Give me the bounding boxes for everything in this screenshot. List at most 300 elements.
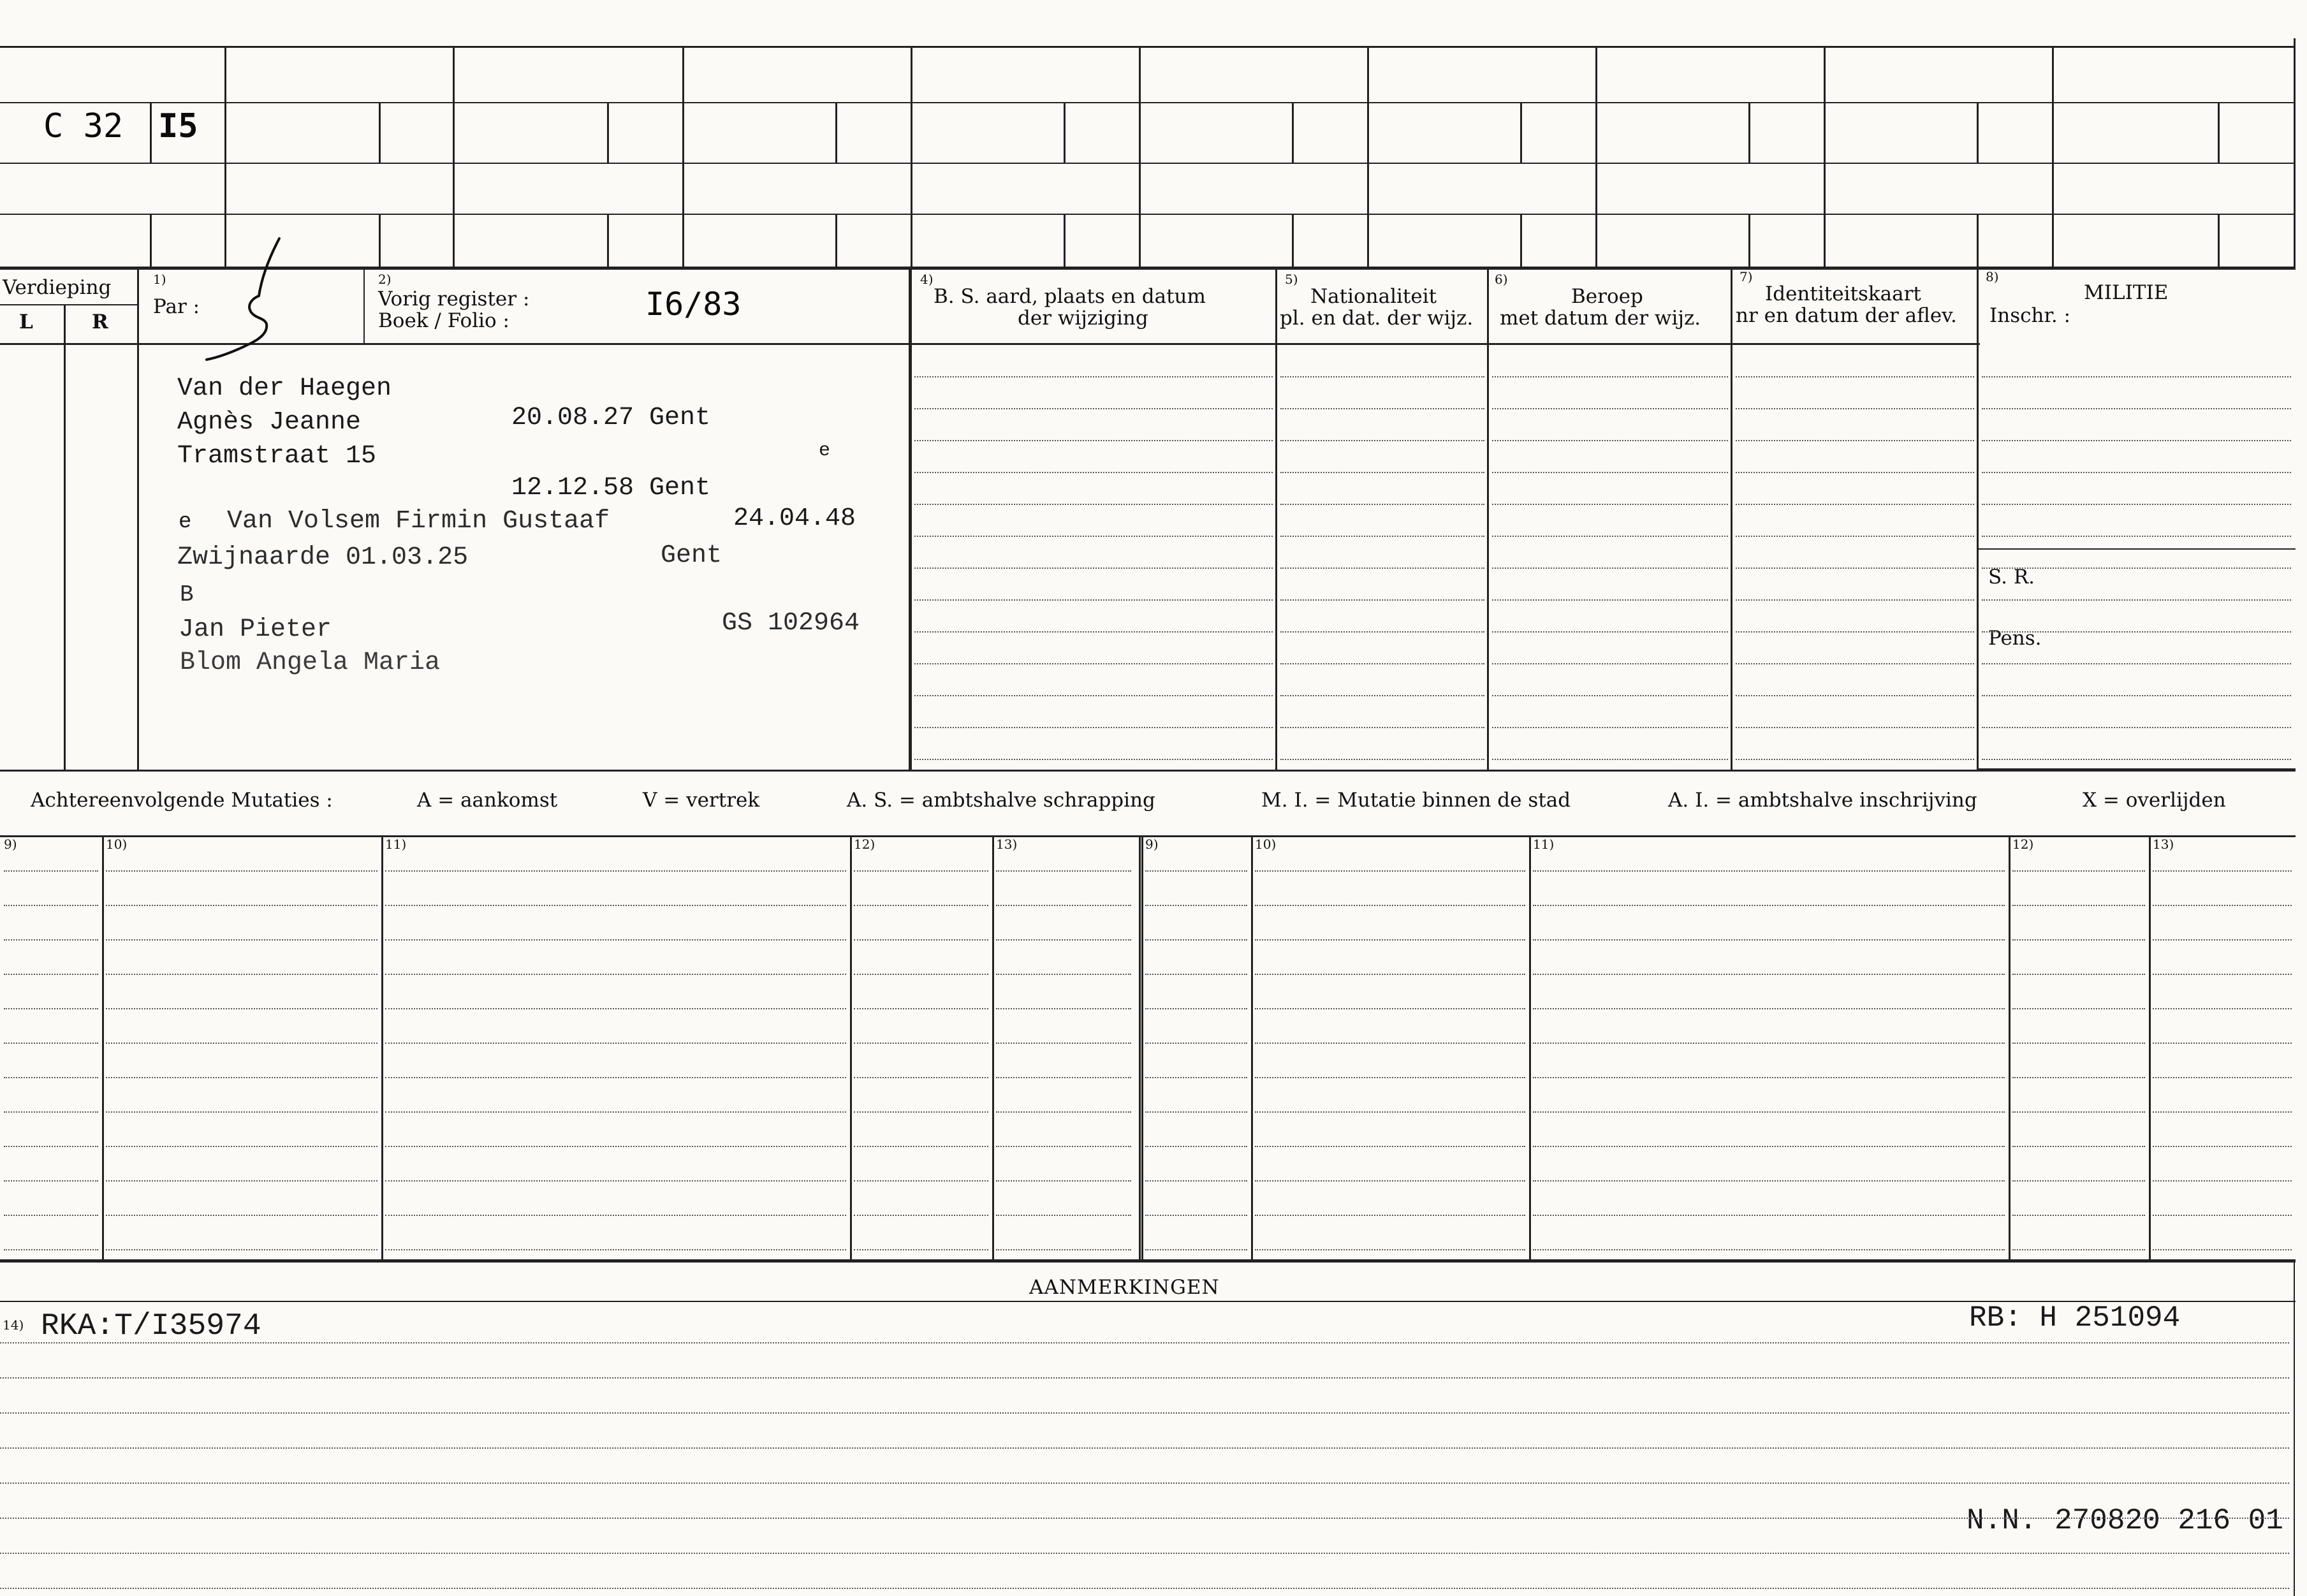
dotted-row [385,1249,846,1250]
dotted-row [914,472,1273,473]
dotted-row [1255,905,1525,906]
mutation-column-number: 10) [106,837,128,852]
dotted-row [996,1077,1131,1078]
header-divider [1487,268,1489,770]
mutation-column-number: 10) [1255,837,1277,852]
dotted-row [1533,1215,2005,1216]
signature-mark [198,235,300,362]
dotted-row [106,1146,377,1147]
field1-number: 1) [153,272,166,287]
dotted-row [1492,631,1728,633]
dotted-row [1736,536,1974,537]
dotted-row [2153,1008,2292,1009]
dotted-row [1145,1077,1247,1078]
dotted-row [4,974,98,975]
field7-number: 7) [1739,269,1753,284]
dotted-row [1736,599,1974,601]
dotted-row [2153,1146,2292,1147]
dotted-row [1145,1146,1247,1147]
mutation-column-divider [1529,835,1531,1259]
dotted-row [1145,1215,1247,1216]
dotted-row [385,905,846,906]
dotted-row [2012,1249,2145,1250]
dotted-row [0,1377,2289,1379]
b-mark: B [180,582,194,608]
dotted-row [1145,1043,1247,1044]
dotted-row [854,974,988,975]
dotted-row [385,974,846,975]
marriage-date-place: 12.12.58 Gent [511,474,711,502]
dotted-row [914,759,1273,760]
dotted-row [1255,1215,1525,1216]
mutation-column-number: 12) [854,837,875,852]
dotted-row [996,1111,1131,1113]
dotted-row [1533,905,2005,906]
dotted-row [106,1180,377,1182]
mutation-column-number: 13) [996,837,1018,852]
militie-label: MILITIE [2084,281,2169,304]
dotted-row [0,1518,2289,1519]
dotted-row [1492,599,1728,601]
top-grid-line [0,267,2296,270]
mutation-column-number: 11) [385,837,407,852]
dotted-row [1145,1249,1247,1250]
dotted-row [996,1180,1131,1182]
dotted-row [996,1008,1131,1009]
dotted-row [1736,727,1974,728]
pens-label: Pens. [1988,627,2042,650]
rka-code: RKA:T/I35974 [41,1309,261,1343]
top-grid-subdivider [1520,214,1522,267]
dotted-row [914,727,1273,728]
legend-top-rule [0,770,2296,772]
dotted-row [1982,408,2291,409]
dotted-row [854,870,988,872]
dotted-row [385,870,846,872]
dotted-row [385,1180,846,1182]
dotted-row [1255,1008,1525,1009]
dotted-row [996,939,1131,941]
header-divider [909,268,912,770]
legend-x: X = overlijden [2083,789,2226,812]
dotted-row [1736,663,1974,664]
field6-label-b: met datum der wijz. [1500,307,1701,330]
dotted-row [1145,1111,1247,1113]
dotted-row [4,1215,98,1216]
dotted-row [2012,1180,2145,1182]
dotted-row [4,939,98,941]
nn-code: N.N. 270820 216 01 [1966,1504,2283,1537]
top-grid-divider [1367,46,1369,268]
legend-title: Achtereenvolgende Mutaties : [31,789,333,812]
top-grid-line [0,163,2296,164]
dotted-row [4,1180,98,1182]
dotted-row [1255,1111,1525,1113]
dotted-row [0,1447,2289,1449]
dotted-row [1255,870,1525,872]
dotted-row [106,974,377,975]
mutation-column-number: 12) [2012,837,2034,852]
header-divider [137,268,139,770]
dotted-row [2153,1249,2292,1250]
top-grid-line [0,214,2296,215]
dotted-row [1255,974,1525,975]
dotted-row [1736,695,1974,696]
mutation-column-number: 9) [1145,837,1159,852]
top-grid-divider [1824,46,1826,268]
dotted-row [1533,1180,2005,1182]
verdieping-r: R [92,311,108,333]
dotted-row [106,1077,377,1078]
dotted-row [106,1008,377,1009]
mutation-column-divider [1141,835,1143,1259]
header-divider [363,268,365,343]
top-grid-divider [911,46,912,268]
mutations-bottom-rule [0,1259,2296,1263]
dotted-row [1492,504,1728,505]
dotted-row [1492,472,1728,473]
dotted-row [1280,440,1484,441]
field2-label-b: Boek / Folio : [378,309,509,332]
top-grid-subdivider [1520,102,1522,163]
spouse-date: 24.04.48 [733,504,856,533]
field6-number: 6) [1495,272,1508,287]
mutation-column-divider [102,835,104,1259]
dotted-row [1533,1146,2005,1147]
dotted-row [854,1249,988,1250]
dotted-row [106,1249,377,1250]
remarks-title: AANMERKINGEN [1029,1276,1220,1299]
spouse-place: Gent [661,541,722,570]
dotted-row [1255,1180,1525,1182]
field6-label-a: Beroep [1571,285,1643,308]
header-divider [1275,268,1277,770]
dotted-row [106,939,377,941]
field1-label: Par : [153,295,200,318]
mutation-column-number: 11) [1533,837,1555,852]
top-grid-subdivider [1748,102,1750,163]
top-grid-subdivider [1292,214,1294,267]
top-grid-subdivider [835,102,837,163]
dotted-row [914,536,1273,537]
dotted-row [1280,759,1484,760]
dotted-row [854,905,988,906]
field2-number: 2) [378,272,392,287]
dotted-row [1145,939,1247,941]
dotted-row [1280,472,1484,473]
field7-label-b: nr en datum der aflev. [1736,304,1957,327]
dotted-row [4,1077,98,1078]
dotted-row [1255,1146,1525,1147]
top-grid-divider [2294,38,2296,268]
field4-number: 4) [920,272,934,287]
field4-label-b: der wijziging [1018,307,1148,330]
dotted-row [4,1146,98,1147]
dotted-row [854,1008,988,1009]
field7-label-a: Identiteitskaart [1765,282,1921,305]
dotted-row [1492,567,1728,569]
dotted-row [2153,905,2292,906]
mutation-column-number: 13) [2153,837,2174,852]
birth-date-place: 20.08.27 Gent [511,404,711,432]
top-grid-subdivider [379,214,381,267]
mutation-column-divider [2149,835,2151,1259]
dotted-row [1492,695,1728,696]
dotted-row [1982,631,2291,633]
mutation-column-divider [1251,835,1253,1259]
mutation-column-number: 9) [4,837,17,852]
top-grid-subdivider [835,214,837,267]
dotted-row [914,599,1273,601]
verdieping-underline [0,304,137,305]
dotted-row [854,1111,988,1113]
dotted-row [0,1483,2289,1484]
dotted-row [2012,1043,2145,1044]
top-grid-subdivider [150,102,152,163]
dotted-row [996,974,1131,975]
dotted-row [1533,1249,2005,1250]
dotted-row [1280,695,1484,696]
dotted-row [2012,1111,2145,1113]
dotted-row [106,1043,377,1044]
dotted-row [914,376,1273,377]
remarks-title-rule [0,1301,2296,1302]
top-grid-line [0,102,2296,103]
dotted-row [1736,408,1974,409]
dotted-row [1492,536,1728,537]
mutation-column-divider [850,835,852,1259]
top-grid-subdivider [1748,214,1750,267]
verdieping-label: Verdieping [3,276,112,299]
legend-a: A = aankomst [417,789,558,812]
dotted-row [1533,1111,2005,1113]
mutation-column-divider [381,835,383,1259]
top-grid-divider [1595,46,1597,268]
top-grid-subdivider [1977,102,1979,163]
top-grid-subdivider [2218,214,2220,267]
top-grid-subdivider [607,102,609,163]
dotted-row [4,1008,98,1009]
dotted-row [1255,1249,1525,1250]
header-divider [1977,268,1979,770]
dotted-row [1533,1043,2005,1044]
dotted-row [1982,663,2291,664]
dotted-row [1982,472,2291,473]
dotted-row [1736,759,1974,760]
top-grid-line [0,46,2296,48]
dotted-row [106,870,377,872]
dotted-row [1533,974,2005,975]
dotted-row [0,1553,2289,1554]
top-grid-subdivider [607,214,609,267]
dotted-row [914,408,1273,409]
verdieping-l: L [19,311,33,333]
given-names: Agnès Jeanne [177,408,362,437]
top-grid-subdivider [2218,102,2220,163]
field5-label-a: Nationaliteit [1310,285,1437,308]
top-grid-subdivider [1292,102,1294,163]
field5-number: 5) [1285,272,1298,287]
surname: Van der Haegen [177,374,392,403]
dotted-row [996,1215,1131,1216]
top-code-left: C 32 [43,107,124,145]
dotted-row [4,1249,98,1250]
dotted-row [1736,472,1974,473]
mutation-column-divider [992,835,994,1259]
dotted-row [2153,974,2292,975]
dotted-row [106,1215,377,1216]
dotted-row [1492,440,1728,441]
dotted-row [385,939,846,941]
dotted-row [1533,1008,2005,1009]
top-grid-subdivider [1977,214,1979,267]
dotted-row [4,1111,98,1113]
dotted-row [1533,939,2005,941]
dotted-row [1145,905,1247,906]
dotted-row [1982,567,2291,569]
dotted-row [2153,1043,2292,1044]
child-name: Jan Pieter [179,615,332,644]
spouse-name: Van Volsem Firmin Gustaaf [227,507,610,536]
dotted-row [2012,1215,2145,1216]
dotted-row [1982,440,2291,441]
dotted-row [1255,1077,1525,1078]
dotted-row [385,1111,846,1113]
address: Tramstraat 15 [177,442,377,471]
marriage-mark: e [819,440,831,462]
dotted-row [914,695,1273,696]
dotted-row [914,504,1273,505]
dotted-row [1982,599,2291,601]
dotted-row [4,905,98,906]
sr-label: S. R. [1988,566,2035,589]
dotted-row [854,939,988,941]
dotted-row [854,1215,988,1216]
dotted-row [385,1215,846,1216]
top-grid-subdivider [1064,102,1066,163]
dotted-row [914,631,1273,633]
dotted-row [1736,567,1974,569]
top-grid-subdivider [150,214,152,267]
dotted-row [2153,939,2292,941]
mutation-column-divider [2009,835,2010,1259]
right-edge-rule [2294,1259,2295,1596]
top-grid-divider [682,46,684,268]
dotted-row [2153,1215,2292,1216]
dotted-row [385,1043,846,1044]
dotted-row [1255,1043,1525,1044]
dotted-row [914,440,1273,441]
top-grid-subdivider [379,102,381,163]
dotted-row [2012,870,2145,872]
militie-rule [1977,548,2296,550]
dotted-row [1982,727,2291,728]
dotted-row [385,1008,846,1009]
dotted-row [1982,536,2291,537]
id-code: GS 102964 [722,609,860,638]
dotted-row [1145,870,1247,872]
header-divider [1731,268,1732,770]
dotted-row [1280,727,1484,728]
dotted-row [1280,504,1484,505]
dotted-row [1145,974,1247,975]
spouse-birth: Zwijnaarde 01.03.25 [177,543,469,572]
mutation-middle-divider [1139,835,1141,1259]
dotted-row [1533,870,2005,872]
inschr-label: Inschr. : [1989,304,2071,327]
field4-label-a: B. S. aard, plaats en datum [934,285,1206,308]
dotted-row [1982,695,2291,696]
top-grid-divider [2052,46,2054,268]
dotted-row [1280,663,1484,664]
dotted-row [854,1180,988,1182]
dotted-row [2012,1008,2145,1009]
top-grid-divider [453,46,455,268]
dotted-row [0,1342,2289,1343]
dotted-row [914,567,1273,569]
dotted-row [385,1077,846,1078]
dotted-row [1492,376,1728,377]
dotted-row [106,1111,377,1113]
dotted-row [1492,727,1728,728]
dotted-row [1280,536,1484,537]
dotted-row [1736,504,1974,505]
dotted-row [1145,1008,1247,1009]
dotted-row [1492,759,1728,760]
dotted-row [2012,905,2145,906]
dotted-row [1145,1180,1247,1182]
field8-number: 8) [1986,269,1999,284]
dotted-row [2153,1111,2292,1113]
legend-v: V = vertrek [643,789,760,812]
dotted-row [2153,870,2292,872]
dotted-row [1280,567,1484,569]
dotted-row [1982,376,2291,377]
previous-register-value: I6/83 [645,286,742,323]
dotted-row [1255,939,1525,941]
dotted-row [854,1077,988,1078]
remarks-number: 14) [3,1317,24,1333]
legend-as: A. S. = ambtshalve schrapping [847,789,1155,812]
dotted-row [2012,1146,2145,1147]
verdieping-divider [64,304,66,770]
dotted-row [0,1412,2289,1414]
dotted-row [2012,974,2145,975]
dotted-row [2153,1077,2292,1078]
top-grid-subdivider [1064,214,1066,267]
legend-ai: A. I. = ambtshalve inschrijving [1668,789,1977,812]
parent-name: Blom Angela Maria [180,648,441,677]
rb-code: RB: H 251094 [1969,1301,2181,1335]
dotted-row [1492,408,1728,409]
field5-label-b: pl. en dat. der wijz. [1280,307,1474,330]
dotted-row [1280,599,1484,601]
dotted-row [1280,631,1484,633]
dotted-row [1736,631,1974,633]
top-code-right: I5 [158,107,198,145]
dotted-row [1533,1077,2005,1078]
dotted-row [996,870,1131,872]
dotted-row [4,1043,98,1044]
dotted-row [1280,408,1484,409]
dotted-row [854,1146,988,1147]
dotted-row [1736,376,1974,377]
dotted-row [996,1146,1131,1147]
dotted-row [106,905,377,906]
dotted-row [0,1588,2289,1589]
dotted-row [4,870,98,872]
dotted-row [1736,440,1974,441]
